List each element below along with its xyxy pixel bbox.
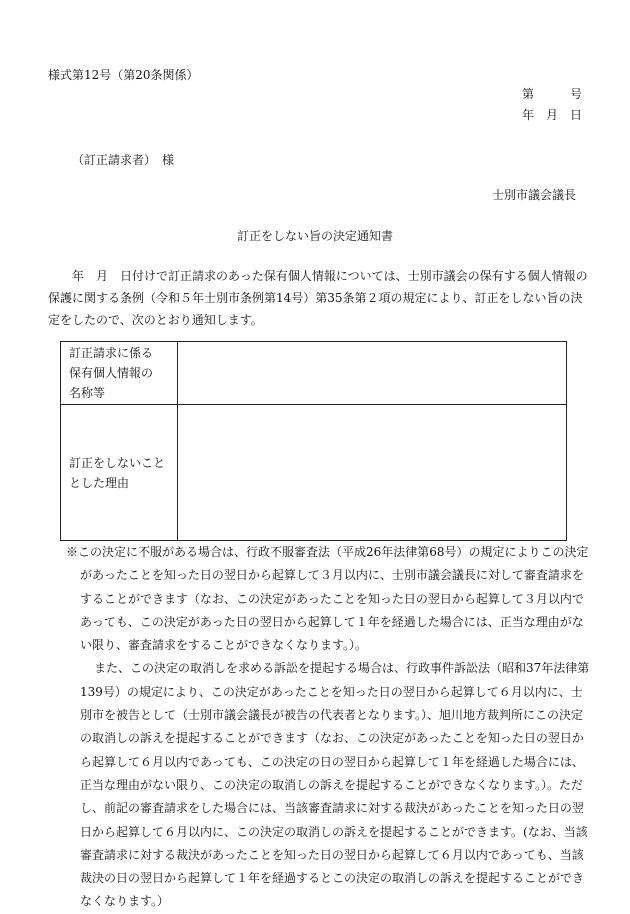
addressee: （訂正請求者） 様 xyxy=(72,153,175,167)
notes-section xyxy=(66,541,594,914)
reason-label xyxy=(61,405,178,541)
info-table xyxy=(60,341,567,541)
document-title: 訂正をしない旨の決定通知書 xyxy=(236,229,393,243)
info-name-label xyxy=(61,342,178,405)
info-name-label-line: 名称等 xyxy=(69,386,106,400)
sender: 士別市議会議長 xyxy=(492,188,577,202)
note-lawsuit: また、この決定の取消しを求める訴訟を提起する場合は、行政事件訴訟法（昭和37年法律第139号）の規定により、この決定があったことを知った日の翌日から起算して６月以内に、士別市を被告として（士別市議会議長が被告の代表者となります。）、旭川地方裁判所にこの決定の取消しの訴えを提起することができます（なお、この決定があったことを知った日の翌日から起算して６月以内であっても、この決定の日の翌日から起算して１年を経過した場合には、正当な理由がない限り、この決定の取消しの訴えを提起することができなくなります。）。ただし、前記の審査請求をした場合には、当該審査請求に対する裁決があったことを知った日の翌日から起算して６月以内に、この決定の取消しの訴えを提起することができます。(なお、当該審査請求に対する裁決があったことを知った日の翌日から起算して６月以内であっても、当該裁決の日の翌日から起算して１年を経過するとこの決定の取消しの訴えを提起することができなくなります。） xyxy=(80,661,590,909)
table-row-reason xyxy=(61,405,567,541)
document-date: 年 月 日 xyxy=(522,108,583,122)
info-name-value xyxy=(178,342,567,405)
note-appeal: ※この決定に不服がある場合は、行政不服審査法（平成26年法律第68号）の規定によりこの決定があったことを知った日の翌日から起算して３月以内に、士別市議会議長に対して審査請求をすることができます（なお、この決定があったことを知った日の翌日から起算して３月以内であっても、この決定があった日の翌日から起算して１年を経過した場合には、正当な理由がない限り、審査請求をすることができなくなります。）。 xyxy=(66,545,589,653)
body-paragraph: 年 月 日付けで訂正請求のあった保有個人情報については、士別市議会の保有する個人情報の保護に関する条例（令和５年士別市条例第14号）第35条第２項の規定により、訂正をしない旨の決定をしたので、次のとおり通知します。 xyxy=(48,269,588,327)
reason-label-line: とした理由 xyxy=(69,475,130,490)
form-number: 様式第12号（第20条関係） xyxy=(48,68,199,82)
reason-label-line: 訂正をしないこと xyxy=(69,455,166,470)
reason-value xyxy=(178,405,567,541)
info-name-label-line: 訂正請求に係る xyxy=(69,346,154,360)
table-row-info-name xyxy=(61,342,567,405)
document-number: 第 号 xyxy=(522,87,583,101)
info-name-label-line: 保有個人情報の xyxy=(69,366,154,380)
